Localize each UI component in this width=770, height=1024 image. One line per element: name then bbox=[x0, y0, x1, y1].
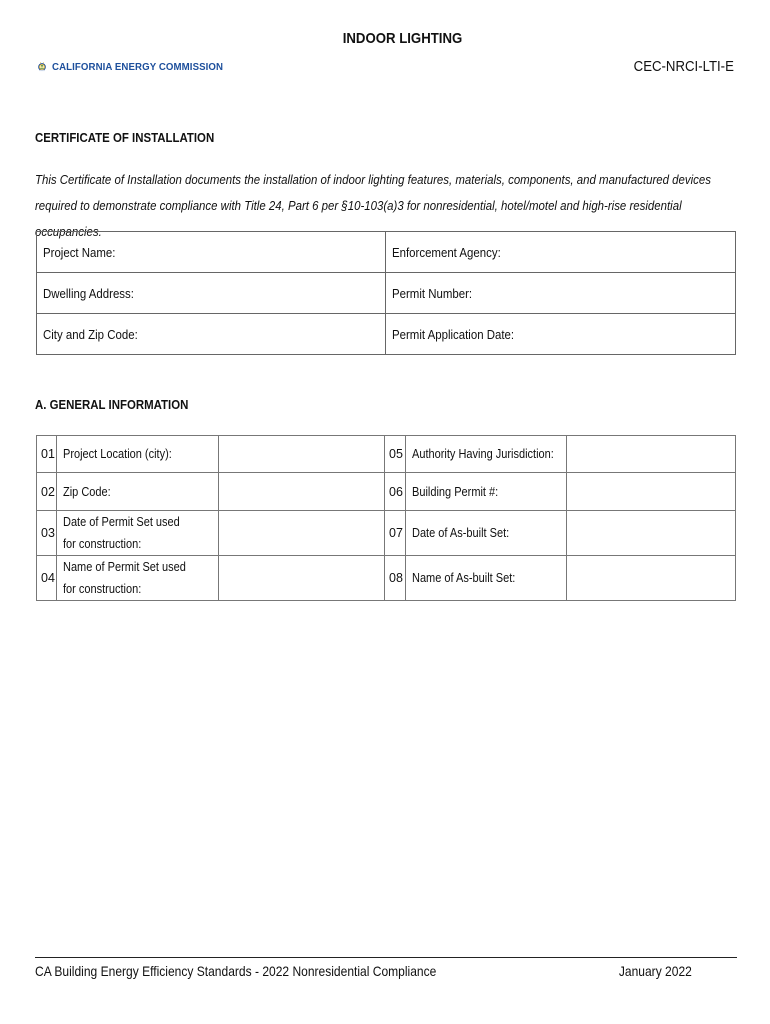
cec-logo bbox=[38, 38, 238, 96]
table-row bbox=[37, 473, 736, 511]
field-label: Project Location (city): bbox=[63, 447, 172, 461]
field-label-cell bbox=[57, 556, 219, 601]
permit-number-field[interactable] bbox=[386, 273, 736, 314]
permit-set-date-input[interactable] bbox=[219, 511, 385, 556]
project-location-input[interactable] bbox=[219, 436, 385, 473]
california-seal-icon bbox=[38, 38, 46, 96]
as-built-name-input[interactable] bbox=[567, 556, 736, 601]
footer-date: January 2022 bbox=[619, 963, 692, 979]
row-number: 08 bbox=[385, 556, 406, 601]
field-label-cell bbox=[57, 511, 219, 556]
field-label: Authority Having Jurisdiction: bbox=[412, 447, 554, 461]
field-label: Project Name: bbox=[43, 244, 116, 260]
row-number: 04 bbox=[37, 556, 57, 601]
row-number: 07 bbox=[385, 511, 406, 556]
footer-divider bbox=[35, 957, 737, 958]
project-name-field[interactable] bbox=[37, 232, 386, 273]
row-number: 02 bbox=[37, 473, 57, 511]
field-label: City and Zip Code: bbox=[43, 326, 138, 342]
table-row bbox=[37, 314, 736, 355]
field-label: Zip Code: bbox=[63, 484, 111, 499]
field-label-cell bbox=[57, 473, 219, 511]
footer-standards: CA Building Energy Efficiency Standards - 2022 Nonresidential Compliance bbox=[35, 963, 437, 979]
section-a-heading: A. GENERAL INFORMATION bbox=[35, 397, 189, 412]
field-label-cell bbox=[406, 556, 567, 601]
field-label-cell bbox=[57, 436, 219, 473]
field-label: Dwelling Address: bbox=[43, 285, 134, 301]
permit-application-date-field[interactable] bbox=[386, 314, 736, 355]
city-zip-field[interactable] bbox=[37, 314, 386, 355]
general-info-table bbox=[36, 435, 736, 601]
dwelling-address-field[interactable] bbox=[37, 273, 386, 314]
table-row bbox=[37, 232, 736, 273]
field-label: Date of As-built Set: bbox=[412, 526, 510, 540]
field-label: Name of As-built Set: bbox=[412, 571, 516, 585]
row-number: 01 bbox=[37, 436, 57, 473]
row-number: 03 bbox=[37, 511, 57, 556]
building-permit-input[interactable] bbox=[567, 473, 736, 511]
authority-jurisdiction-input[interactable] bbox=[567, 436, 736, 473]
table-row bbox=[37, 273, 736, 314]
certificate-intro: This Certificate of Installation documents the installation of indoor lighting features, materials, components, and manufactured devices required to demonstrate compliance with Title 24, Part 6 per §10-103(a)3 for nonresidential, hotel/motel and high-rise residential occupancies. bbox=[35, 172, 711, 239]
field-label: Enforcement Agency: bbox=[392, 244, 501, 260]
certificate-heading: CERTIFICATE OF INSTALLATION bbox=[35, 130, 215, 145]
field-label: Permit Application Date: bbox=[392, 326, 515, 342]
form-code: CEC-NRCI-LTI-E bbox=[633, 58, 734, 75]
table-row bbox=[37, 511, 736, 556]
enforcement-agency-field[interactable] bbox=[386, 232, 736, 273]
table-row bbox=[37, 556, 736, 601]
field-label: Name of Permit Set used for construction: bbox=[63, 560, 186, 596]
field-label-cell bbox=[406, 511, 567, 556]
row-number: 06 bbox=[385, 473, 406, 511]
permit-set-name-input[interactable] bbox=[219, 556, 385, 601]
row-number: 05 bbox=[385, 436, 406, 473]
project-info-table bbox=[36, 231, 736, 355]
field-label-cell bbox=[406, 436, 567, 473]
field-label: Date of Permit Set used for construction: bbox=[63, 515, 180, 551]
field-label: Permit Number: bbox=[392, 285, 473, 301]
zip-code-input[interactable] bbox=[219, 473, 385, 511]
logo-text: CALIFORNIA ENERGY COMMISSION bbox=[52, 61, 224, 73]
field-label-cell bbox=[406, 473, 567, 511]
field-label: Building Permit #: bbox=[412, 484, 499, 499]
form-title: INDOOR LIGHTING bbox=[342, 30, 463, 47]
as-built-date-input[interactable] bbox=[567, 511, 736, 556]
table-row bbox=[37, 436, 736, 473]
